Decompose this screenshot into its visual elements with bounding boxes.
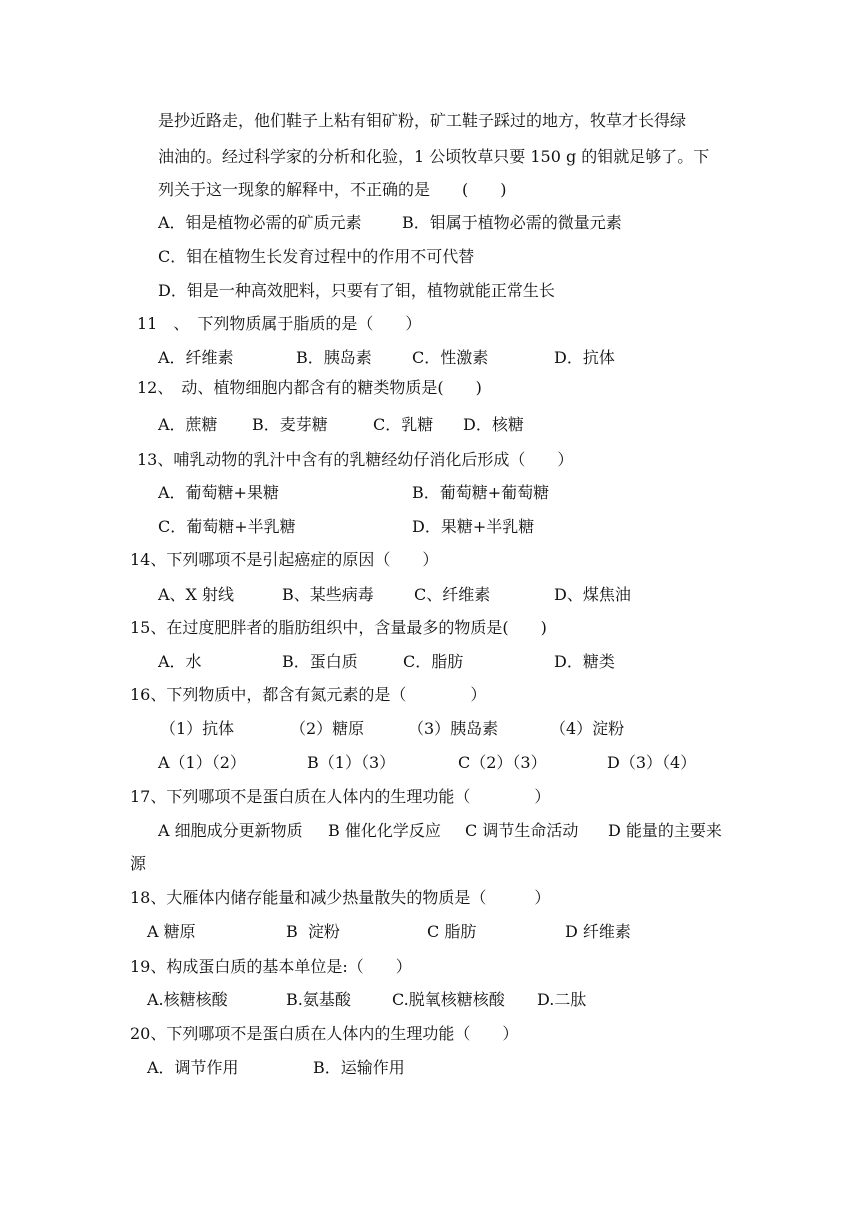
q17-wrap: 源 (130, 854, 147, 873)
q18-option-c: C 脂肪 (427, 922, 477, 941)
q14-option-c: C、纤维素 (414, 585, 491, 604)
q16-option-c: C（2）（3） (458, 753, 547, 772)
q11-option-a: A．纤维素 (158, 348, 234, 367)
q19-option-b: B.氨基酸 (286, 990, 351, 1009)
q17-option-a: A 细胞成分更新物质 (158, 821, 303, 840)
q16-item-4: （4）淀粉 (550, 719, 625, 738)
q19-option-d: D.二肽 (537, 990, 587, 1009)
q13-option-d: D．果糖+半乳糖 (412, 517, 535, 536)
q11-stem: 11 、 下列物质属于脂质的是（ ） (137, 314, 422, 333)
q20-option-b: B．运输作用 (313, 1058, 405, 1077)
q16-option-b: B（1）（3） (307, 753, 396, 772)
q19-option-c: C.脱氧核糖核酸 (392, 990, 505, 1009)
q16-option-a: A（1）（2） (158, 753, 246, 772)
intro-line-1: 是抄近路走，他们鞋子上粘有钼矿粉，矿工鞋子踩过的地方，牧草才长得绿 (158, 111, 687, 130)
q10-option-c: C．钼在植物生长发育过程中的作用不可代替 (158, 247, 475, 266)
q10-option-d: D．钼是一种高效肥料，只要有了钼，植物就能正常生长 (158, 281, 555, 300)
intro-line-2: 油油的。经过科学家的分析和化验，1 公顷牧草只要 150 g 的钼就足够了。下 (158, 147, 710, 166)
q15-stem: 15、在过度肥胖者的脂肪组织中，含量最多的物质是( ) (130, 618, 547, 637)
q17-option-d: D 能量的主要来 (608, 821, 722, 840)
q12-option-d: D．核糖 (463, 415, 524, 434)
q11-option-d: D．抗体 (554, 348, 615, 367)
q19-stem: 19、构成蛋白质的基本单位是:（ ） (130, 957, 412, 976)
q13-option-b: B．葡萄糖+葡萄糖 (412, 483, 550, 502)
q17-option-c: C 调节生命活动 (465, 821, 579, 840)
q18-option-a: A 糖原 (147, 922, 196, 941)
q14-option-d: D、煤焦油 (554, 585, 631, 604)
q14-option-b: B、某些病毒 (282, 585, 374, 604)
q20-option-a: A．调节作用 (147, 1058, 239, 1077)
q11-option-c: C．性激素 (412, 348, 489, 367)
q16-item-1: （1）抗体 (160, 719, 235, 738)
q13-stem: 13、哺乳动物的乳汁中含有的乳糖经幼仔消化后形成（ ） (137, 450, 574, 469)
q16-option-d: D（3）（4） (607, 753, 697, 772)
q14-option-a: A、X 射线 (158, 585, 235, 604)
q17-stem: 17、下列哪项不是蛋白质在人体内的生理功能（ ） (130, 787, 551, 806)
q16-stem: 16、下列物质中，都含有氮元素的是（ ） (130, 685, 487, 704)
q12-option-c: C．乳糖 (373, 415, 434, 434)
q19-option-a: A.核糖核酸 (147, 990, 228, 1009)
q17-option-b: B 催化化学反应 (328, 821, 441, 840)
q15-option-b: B．蛋白质 (282, 652, 358, 671)
q13-option-c: C．葡萄糖+半乳糖 (158, 517, 296, 536)
q12-stem: 12、 动、植物细胞内都含有的糖类物质是( ) (137, 378, 482, 397)
q10-option-a: A．钼是植物必需的矿质元素 (158, 213, 362, 232)
q20-stem: 20、下列哪项不是蛋白质在人体内的生理功能（ ） (130, 1024, 519, 1043)
q14-stem: 14、下列哪项不是引起癌症的原因（ ） (130, 550, 439, 569)
q18-option-b: B 淀粉 (286, 922, 340, 941)
q15-option-c: C．脂肪 (403, 652, 464, 671)
q13-option-a: A．葡萄糖+果糖 (158, 483, 279, 502)
q15-option-d: D．糖类 (554, 652, 615, 671)
intro-line-3: 列关于这一现象的解释中，不正确的是 ( ) (158, 180, 507, 199)
q11-option-b: B．胰岛素 (296, 348, 372, 367)
q16-item-3: （3）胰岛素 (408, 719, 499, 738)
q10-option-b: B．钼属于植物必需的微量元素 (402, 213, 622, 232)
q12-option-b: B．麦芽糖 (252, 415, 328, 434)
q18-option-d: D 纤维素 (565, 922, 631, 941)
q18-stem: 18、大雁体内储存能量和减少热量散失的物质是（ ） (130, 888, 551, 907)
q16-item-2: （2）糖原 (290, 719, 365, 738)
q12-option-a: A．蔗糖 (158, 415, 218, 434)
q15-option-a: A．水 (158, 652, 202, 671)
